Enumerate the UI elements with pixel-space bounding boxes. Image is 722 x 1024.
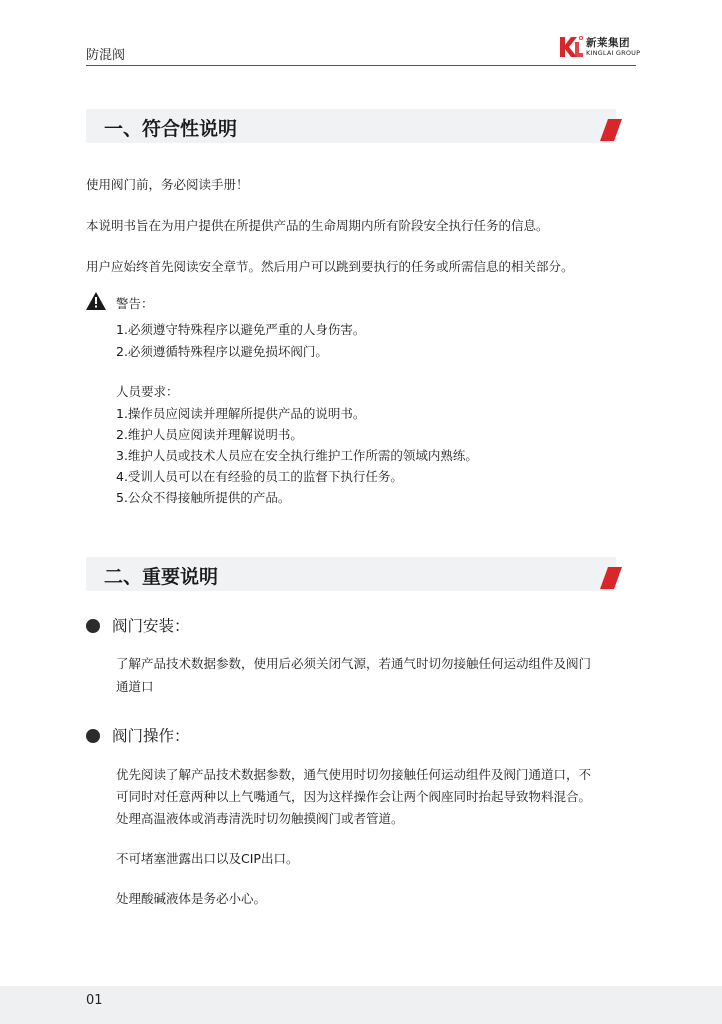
header-divider <box>86 65 636 66</box>
logo-chinese-text: 新莱集团 <box>586 36 630 49</box>
intro-read-manual: 使用阀门前，务必阅读手册！ <box>86 177 249 192</box>
install-text-line: 了解产品技术数据参数，使用后必须关闭气源，若通气时切勿接触任何运动组件及阀门 <box>116 656 592 671</box>
red-slash-icon <box>600 119 622 141</box>
kl-logo-icon <box>558 34 584 60</box>
install-heading: 阀门安装： <box>112 617 190 635</box>
personnel-item: 5.公众不得接触所提供的产品。 <box>116 490 291 505</box>
note-acid-alkali: 处理酸碱液体是务必小心。 <box>116 891 267 906</box>
logo-english-text: KINGLAI GROUP <box>586 49 641 57</box>
section-heading-bar-1 <box>86 109 616 143</box>
footer-bar <box>0 986 722 1024</box>
warning-item: 1.必须遵守特殊程序以避免严重的人身伤害。 <box>116 322 366 337</box>
intro-purpose: 本说明书旨在为用户提供在所提供产品的生命周期内所有阶段安全执行任务的信息。 <box>86 218 549 233</box>
warning-item: 2.必须遵循特殊程序以避免损坏阀门。 <box>116 344 328 359</box>
document-title: 防混阀 <box>86 48 126 63</box>
section-title-1: 一、符合性说明 <box>104 118 238 140</box>
kinglai-logo <box>558 32 640 62</box>
section-heading-bar-2 <box>86 557 616 591</box>
warning-label: 警告： <box>116 296 154 311</box>
intro-safety-first: 用户应始终首先阅读安全章节。然后用户可以跳到要执行的任务或所需信息的相关部分。 <box>86 259 574 274</box>
bullet-icon <box>86 729 100 743</box>
install-text-line: 通道口 <box>116 679 154 694</box>
personnel-label: 人员要求： <box>116 384 179 399</box>
operate-text-line: 处理高温液体或消毒清洗时切勿触摸阀门或者管道。 <box>116 811 404 826</box>
note-cip-outlet: 不可堵塞泄露出口以及CIP出口。 <box>116 851 299 866</box>
personnel-item: 4.受训人员可以在有经验的员工的监督下执行任务。 <box>116 469 403 484</box>
section-title-2: 二、重要说明 <box>104 566 219 588</box>
warning-icon <box>86 292 106 310</box>
operate-text-line: 优先阅读了解产品技术数据参数，通气使用时切勿接触任何运动组件及阀门通道口，不 <box>116 767 592 782</box>
personnel-item: 2.维护人员应阅读并理解说明书。 <box>116 427 303 442</box>
bullet-icon <box>86 619 100 633</box>
personnel-item: 1.操作员应阅读并理解所提供产品的说明书。 <box>116 406 366 421</box>
page-number: 01 <box>86 993 103 1008</box>
red-slash-icon <box>600 567 622 589</box>
operate-heading: 阀门操作： <box>112 727 190 745</box>
personnel-item: 3.维护人员或技术人员应在安全执行维护工作所需的领域内熟练。 <box>116 448 478 463</box>
operate-text-line: 可同时对任意两种以上气嘴通气，因为这样操作会让两个阀座同时抬起导致物料混合。 <box>116 789 592 804</box>
